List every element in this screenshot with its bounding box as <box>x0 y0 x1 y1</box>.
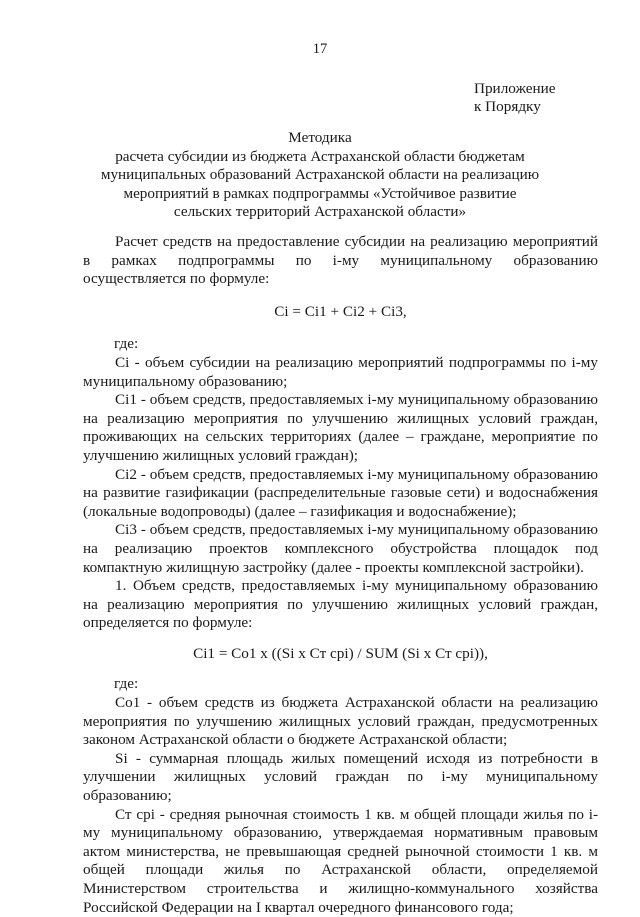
document-title <box>70 129 570 222</box>
where-label: где: <box>114 335 139 353</box>
definition-si: Si - суммарная площадь жилых помещений исходя из потребности в улучшении жилищных условий граждан по i-му муниципальному образованию; <box>83 749 598 805</box>
definition-co1: Co1 - объем средств из бюджета Астраханской области на реализацию мероприятия по улучшению жилищных условий граждан, предусмотренных законом Астраханской области о бюджете Астраханской области; <box>83 694 598 749</box>
annex-label <box>474 80 556 116</box>
page-number: 17 <box>312 41 328 57</box>
title-line-2: расчета субсидии из бюджета Астраханской области бюджетам <box>115 147 525 165</box>
title-line-3: муниципальных образований Астраханской области на реализацию <box>100 166 540 183</box>
formula-ci1: Ci1 = Co1 x ((Si x Ст срi) / SUM (Si x Ст срi)), <box>193 644 488 662</box>
item-1-paragraph: 1. Объем средств, предоставляемых i-му муниципальному образованию на реализацию мероприятия по улучшению жилищных условий граждан, определяется по формуле: <box>83 577 598 632</box>
formula-ci: Ci = Ci1 + Ci2 + Ci3, <box>274 302 407 320</box>
definition-st-sri: Ст срi - средняя рыночная стоимость 1 кв. м общей площади жилья по i-му муниципальному образованию, утверждаемая нормативным правовым актом министерства, не превышающая средней рыночной стоимости 1 кв. м общей площади жилья по Астраханской области, определяемой Министерством строительства и жилищно-коммунального хозяйства Российской Федерации на I квартал очередного финансового года; <box>83 805 598 916</box>
where-label-2: где: <box>114 675 139 693</box>
definition-ci1: Ci1 - объем средств, предоставляемых i-му муниципальному образованию на реализацию мероприятия по улучшению жилищных условий граждан, проживающих на сельских территориях (далее – граждане, мероприятие по улучшению жилищных условий граждан); <box>83 391 598 464</box>
definition-ci3: Ci3 - объем средств, предоставляемых i-му муниципальному образованию на реализацию проектов комплексного обустройства площадок под компактную жилищную застройку (далее - проекты комплексной застройки). <box>83 521 598 576</box>
annex-line-2: к Порядку <box>474 98 541 115</box>
title-line-1: Методика <box>288 129 352 146</box>
title-line-4: мероприятий в рамках подпрограммы «Устойчивое развитие <box>123 184 517 202</box>
title-line-5: сельских территорий Астраханской области» <box>173 203 467 220</box>
document-body <box>83 233 598 917</box>
annex-line-1: Приложение <box>474 80 556 97</box>
definition-ci: Ci - объем субсидии на реализацию мероприятий подпрограммы по i-му муниципальному образованию; <box>83 353 598 390</box>
definition-ci2: Ci2 - объем средств, предоставляемых i-му муниципальному образованию на развитие газификации (распределительные газовые сети) и водоснабжения (локальные водопроводы) (далее – газификация и водоснабжение); <box>83 465 598 520</box>
intro-paragraph: Расчет средств на предоставление субсидии на реализацию мероприятий в рамках подпрограммы по i-му муниципальному образованию осуществляется по формуле: <box>83 233 598 288</box>
